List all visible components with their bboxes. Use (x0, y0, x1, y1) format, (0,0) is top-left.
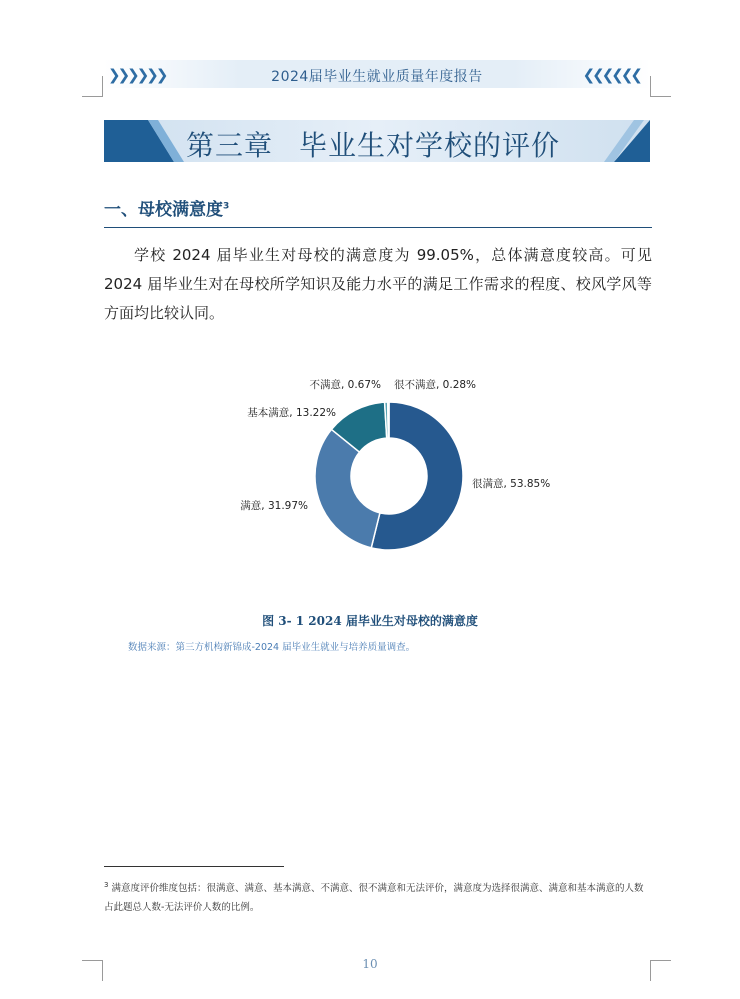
slice-label-4: 很不满意, 0.28% (394, 379, 477, 391)
corner-mark-top-right (650, 76, 671, 97)
body-paragraph: 学校 2024 届毕业生对母校的满意度为 99.05%，总体满意度较高。可见 2024 届毕业生对在母校所学知识及能力水平的满足工作需求的程度、校风学风等方面均比较认同。 (104, 246, 652, 322)
section-heading (104, 195, 229, 220)
footnote-text: 满意度评价维度包括：很满意、满意、基本满意、不满意、很不满意和无法评价，满意度为选择很满意、满意和基本满意的人数占此题总人数-无法评价人数的比例。 (104, 883, 644, 914)
slice-1 (315, 429, 380, 547)
donut-chart (104, 360, 652, 570)
chapter-title (186, 124, 560, 164)
chevrons-left-icon: ❮❮❮❮❮❮ (582, 66, 640, 84)
slice-label-0: 很满意, 53.85% (472, 478, 551, 490)
footnote-ref[interactable]: 3 (223, 201, 230, 212)
section-divider (104, 227, 652, 228)
slice-label-1: 满意, 31.97% (240, 500, 308, 512)
section-title: 一、母校满意度 (104, 200, 223, 220)
figure-caption: 图 3- 1 2024 届毕业生对母校的满意度 (262, 614, 478, 628)
figure-source: 数据来源：第三方机构新锦成-2024 届毕业生就业与培养质量调查。 (128, 642, 416, 653)
header-title: 2024届毕业生就业质量年度报告 (271, 69, 483, 85)
donut-chart-svg (104, 360, 652, 570)
slice-label-3: 不满意, 0.67% (309, 379, 381, 391)
chapter-name: 毕业生对学校的评价 (299, 129, 561, 162)
chapter-banner (104, 120, 650, 162)
footnote-divider (104, 866, 284, 867)
page-number: 10 (362, 957, 378, 971)
slice-4 (388, 402, 389, 438)
corner-mark-top-left (82, 76, 103, 97)
slice-label-2: 基本满意, 13.22% (247, 407, 336, 419)
footnote-marker: 3 (104, 881, 109, 889)
footnote (104, 876, 652, 917)
chapter-number: 第三章 (186, 129, 274, 162)
running-header (104, 60, 650, 88)
chevrons-right-icon: ❯❯❯❯❯❯ (108, 66, 166, 84)
